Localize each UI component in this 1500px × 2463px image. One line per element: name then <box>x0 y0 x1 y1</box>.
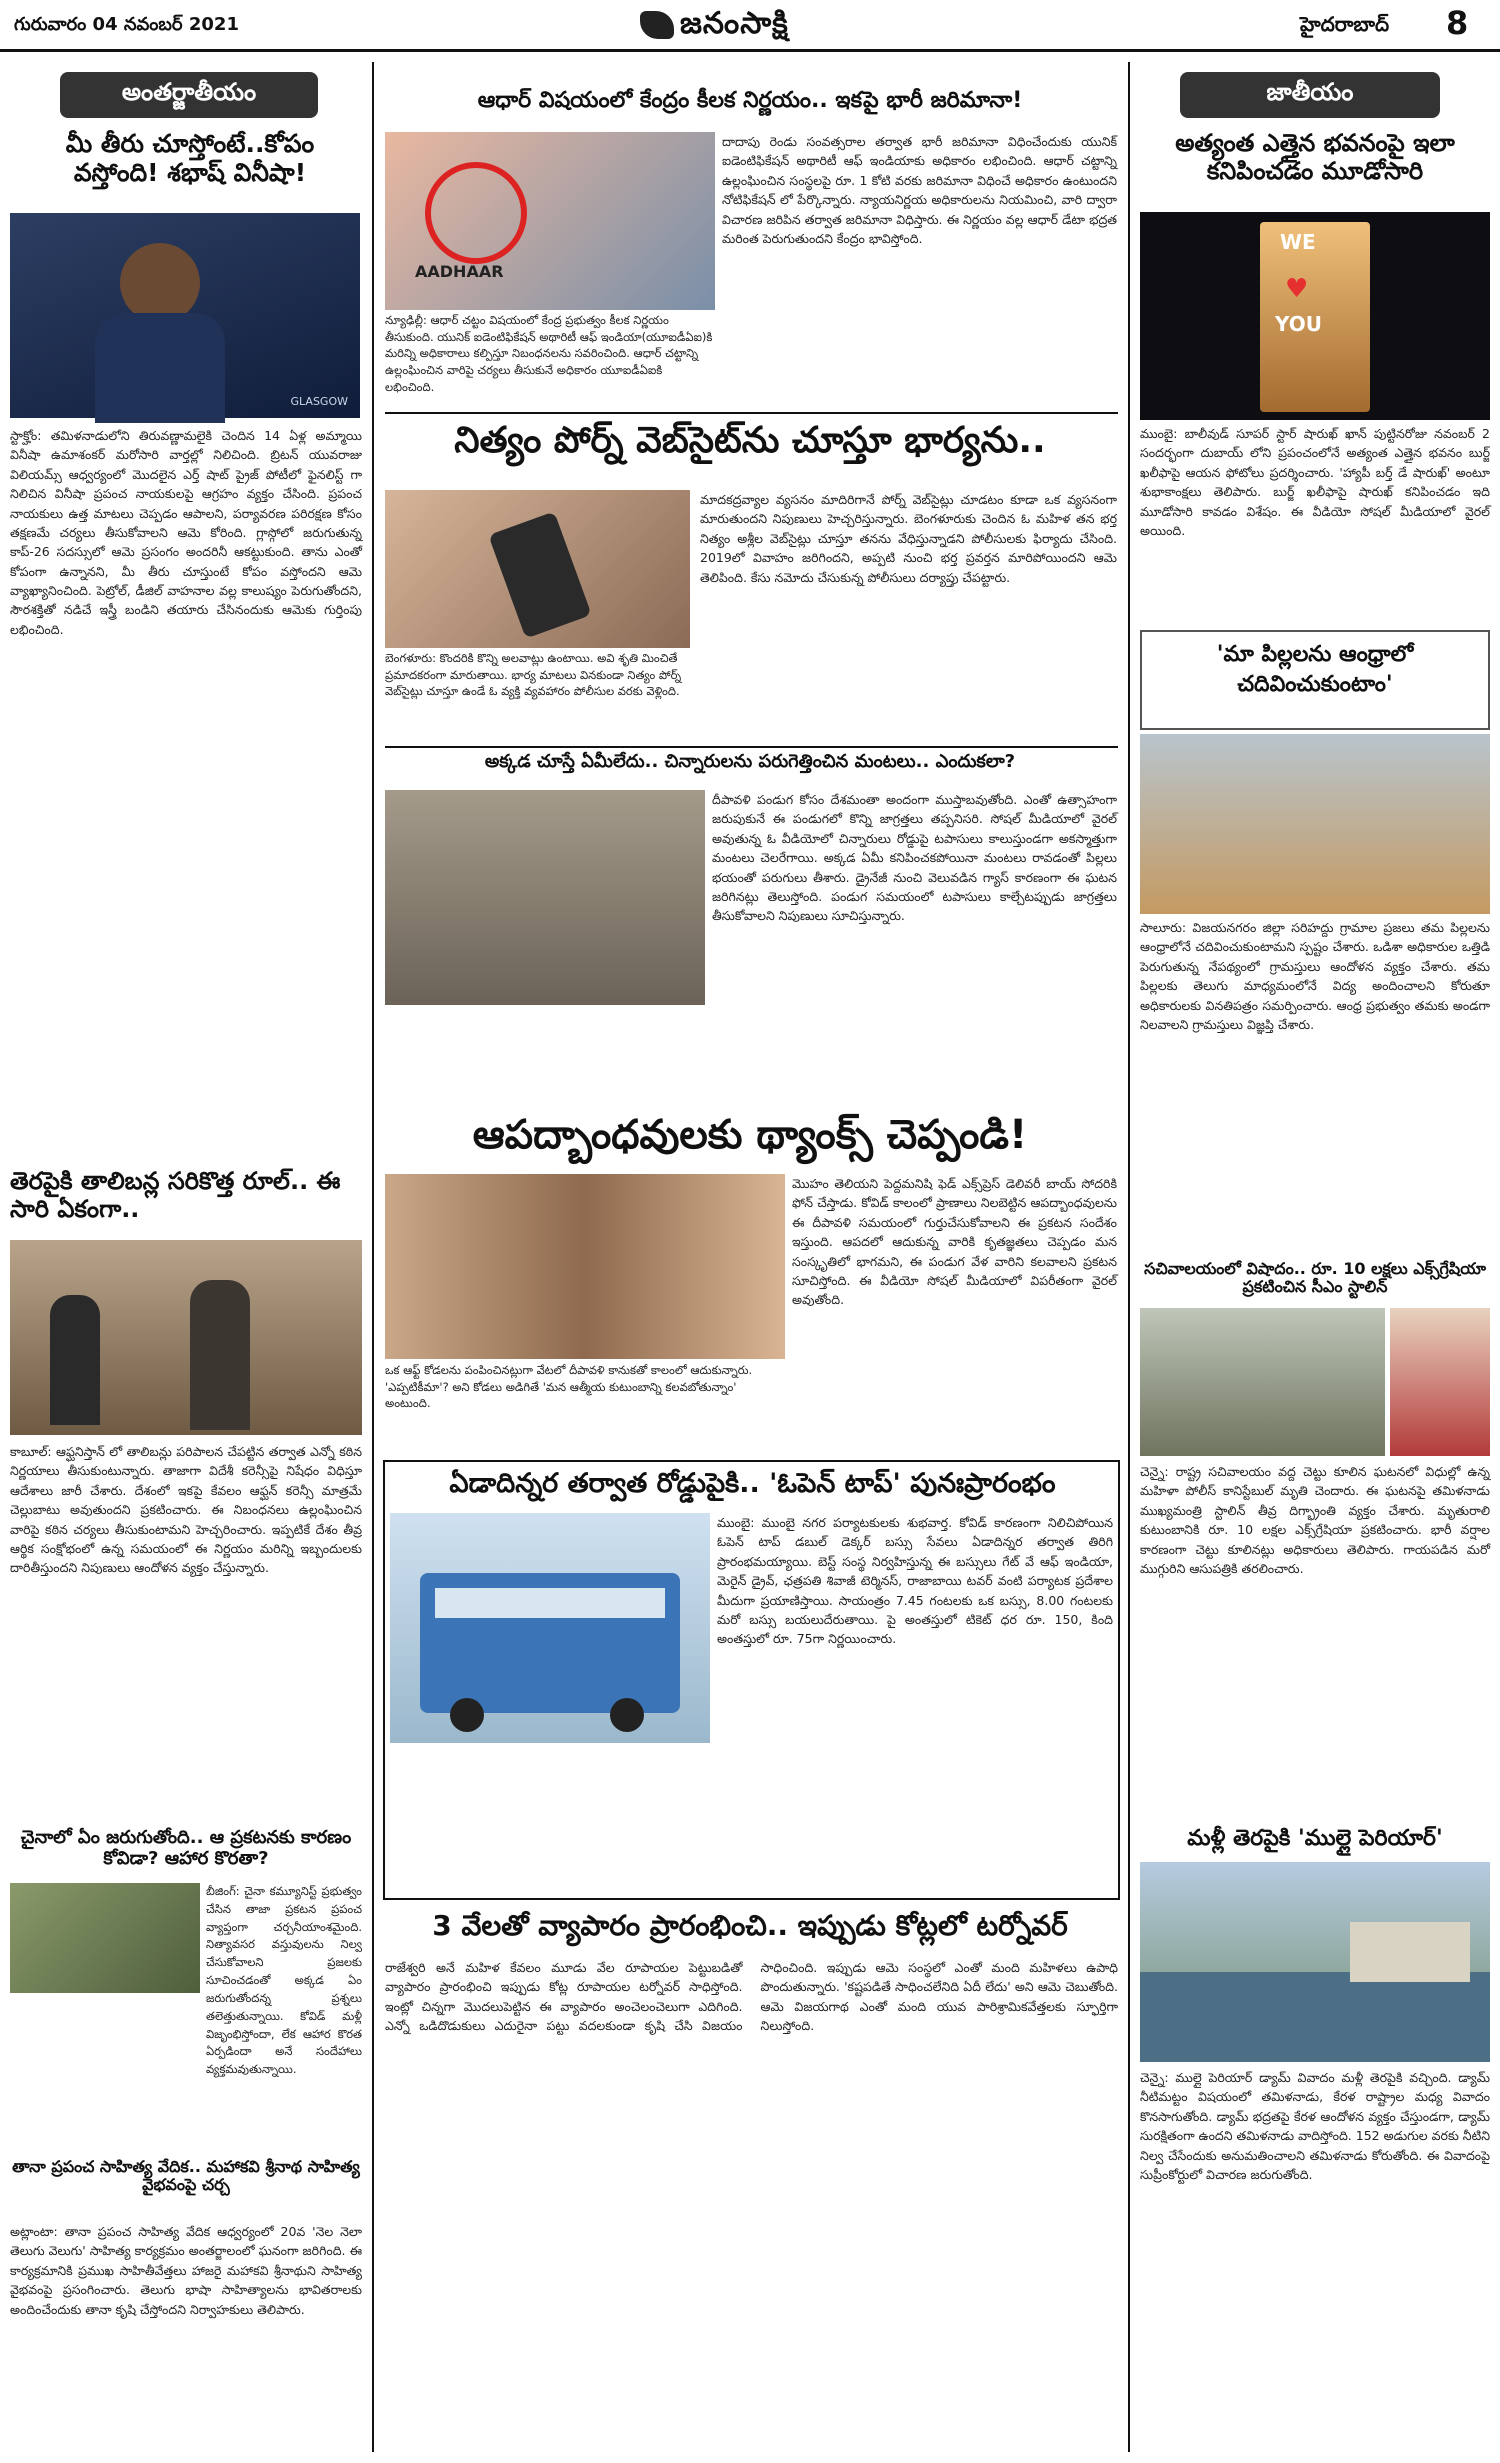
article-body-center-1: దాదాపు రెండు సంవత్సరాల తర్వాత భారీ జరిమానా విధించేందుకు యునిక్ ఐడెంటిఫికేషన్ అథారిటీ ఆఫ్ ఇండియాకు అధికారం లభించింది. ఆధార్ చట్టాన్ని ఉల్లంఘించిన సంస్థలపై రూ. 1 కోటి వరకు జరిమానా విధించే అధికారం ఉంటుందని నోటిఫికేషన్ లో పేర్కొన్నారు. న్యాయనిర్ణయ అధికారులను నియమించి, వారి ద్వారా విచారణ జరిపిన తర్వాత జరిమానా విధిస్తారు. ఈ నిర్ణయం వల్ల ఆధార్ డేటా భద్రత మరింత పెరుగుతుందని కేంద్రం భావిస్తోంది. <box>722 134 1117 246</box>
photo-villagers <box>1140 734 1490 914</box>
photo-mullai-periyar-dam <box>1140 1862 1490 2062</box>
separator-center-1 <box>385 412 1118 414</box>
paper-logo <box>640 6 789 48</box>
article-body-right-3: చెన్నై: రాష్ట్ర సచివాలయం వద్ద చెట్టు కూలిన ఘటనలో విధుల్లో ఉన్న మహిళా పోలీస్ కానిస్టేబుల్ మృతి చెందారు. ఈ ఘటనపై తమిళనాడు ముఖ్యమంత్రి స్టాలిన్ తీవ్ర దిగ్భ్రాంతి వ్యక్తం చేశారు. మృతురాలి కుటుంబానికి రూ. 10 లక్షల ఎక్స్‌గ్రేషియా ప్రకటించారు. భారీ వర్షాల కారణంగా చెట్టు కూలినట్లు అధికారులు తెలిపారు. గాయపడిన మరో ముగ్గురిని ఆసుపత్రికి తరలించారు. <box>1140 1464 1490 1576</box>
issue-date: గురువారం 04 నవంబర్ 2021 <box>14 14 239 35</box>
article-body-left-4: అట్లాంటా: తానా ప్రపంచ సాహిత్య వేదిక ఆధ్వర్యంలో 20వ 'నెల నెలా తెలుగు వెలుగు' సాహిత్య కార్యక్రమం అంతర్జాలంలో ఘనంగా జరిగింది. ఈ కార్యక్రమానికి ప్రముఖ సాహితీవేత్తలు హాజరై మహాకవి శ్రీనాథుని సాహిత్య వైభవంపై ప్రసంగించారు. తెలుగు భాషా సాహిత్యాలను భావితరాలకు అందించేందుకు తానా కృషి చేస్తోందని నిర్వాహకులు తెలిపారు. <box>10 2224 362 2317</box>
article-body-left-3: బీజింగ్: చైనా కమ్యూనిస్ట్ ప్రభుత్వం చేసిన తాజా ప్రకటన ప్రపంచ వ్యాప్తంగా చర్చనీయాంశమైంది. నిత్యావసర వస్తువులను నిల్వ చేసుకోవాలని ప్రజలకు సూచించడంతో అక్కడ ఏం జరుగుతోందన్న ప్రశ్నలు తలెత్తుతున్నాయి. కోవిడ్ మళ్లీ విజృంభిస్తోందా, లేక ఆహార కొరత ఏర్పడిందా అనే సందేహాలు వ్యక్తమవుతున్నాయి. <box>206 1884 362 2077</box>
article-body-center-3: దీపావళి పండుగ కోసం దేశమంతా అందంగా ముస్తాబవుతోంది. ఎంతో ఉత్సాహంగా జరుపుకునే ఈ పండుగలో కొన్ని జాగ్రత్తలు తప్పనిసరి. సోషల్ మీడియాలో వైరల్ అవుతున్న ఓ వీడియోలో చిన్నారులు రోడ్డుపై టపాసులు కాలుస్తుండగా అకస్మాత్తుగా మంటలు చెలరేగాయి. అక్కడ ఏమీ కనిపించకపోయినా మంటలు రావడంతో పిల్లలు భయంతో పరుగులు తీశారు. డ్రైనేజీ నుంచి వెలువడిన గ్యాస్ కారణంగా ఈ ఘటన జరిగినట్లు తెలుస్తోంది. పండుగ సమయంలో టపాసులు కాల్చేటప్పుడు జాగ్రత్తలు తీసుకోవాలని నిపుణులు సూచిస్తున్నారు. <box>712 792 1117 924</box>
logo-mark-icon <box>640 11 674 39</box>
edition-city: హైదరాబాద్ <box>1300 12 1390 36</box>
headline-left-3[interactable]: చైనాలో ఏం జరుగుతోంది.. ఆ ప్రకటనకు కారణం కోవిడా? ఆహార కొరతా? <box>20 1827 352 1869</box>
headline-center-5[interactable]: ఏడాదిన్నర తర్వాత రోడ్డుపైకి.. 'ఓపెన్ టాప్' పునఃప్రారంభం <box>449 1468 1056 1499</box>
photo-label-aadhaar: AADHAAR <box>415 262 504 281</box>
photo-caption-center-2: బెంగళూరు: కొందరికి కొన్ని అలవాట్లు ఉంటాయి. అవి శృతి మించితే ప్రమాదకరంగా మారుతాయి. భార్య మాటలు వినకుండా నిత్యం పోర్న్ వెబ్‌సైట్లు చూస్తూ ఉండే ఓ వ్యక్తి వ్యవహారం పోలీసుల వరకు వెళ్లింది. <box>385 651 682 699</box>
headline-right-3[interactable]: సచివాలయంలో విషాదం.. రూ. 10 లక్షలు ఎక్స్‌గ్రేషియా ప్రకటించిన సీఎం స్టాలిన్ <box>1144 1259 1486 1297</box>
page-number: 8 <box>1446 4 1469 42</box>
photo-burj-khalifa <box>1140 212 1490 420</box>
headline-left-4[interactable]: తానా ప్రపంచ సాహిత్య వేదిక.. మహాకవి శ్రీనాథ సాహిత్య వైభవంపై చర్చ <box>12 2157 360 2195</box>
photo-label-glasgow: GLASGOW <box>290 395 348 408</box>
headline-left-2[interactable]: తెరపైకి తాలిబన్ల సరికొత్త రూల్.. ఈ సారి ఏకంగా.. <box>10 1167 341 1223</box>
headline-center-4[interactable]: ఆపద్బాంధవులకు థ్యాంక్స్ చెప్పండి! <box>472 1112 1028 1158</box>
photo-constable <box>1390 1308 1490 1456</box>
column-divider-right <box>1128 62 1130 2452</box>
headline-left-1[interactable]: మీ తీరు చూస్తోంటే..కోపం వస్తోంది! శభాష్ వినీషా! <box>65 129 315 187</box>
article-body-center-6: రాజేశ్వరి అనే మహిళ కేవలం మూడు వేల రూపాయల పెట్టుబడితో వ్యాపారం ప్రారంభించి ఇప్పుడు కోట్ల రూపాయల టర్నోవర్ సాధిస్తోంది. ఇంట్లో చిన్నగా మొదలుపెట్టిన ఈ వ్యాపారం అంచెలంచెలుగా ఎదిగింది. ఎన్నో ఒడిదొడుకులు ఎదురైనా పట్టు వదలకుండా కృషి చేసి విజయం సాధించింది. ఇప్పుడు ఆమె సంస్థలో ఎంతో మంది మహిళలు ఉపాధి పొందుతున్నారు. 'కష్టపడితే సాధించలేనిది ఏదీ లేదు' అని ఆమె చెబుతోంది. ఆమె విజయగాథ ఎంతో మంది యువ పారిశ్రామికవేత్తలకు స్ఫూర్తిగా నిలుస్తోంది. <box>385 1960 1118 2034</box>
headline-center-1[interactable]: ఆధార్ విషయంలో కేంద్రం కీలక నిర్ణయం.. ఇకపై భారీ జరిమానా! <box>477 88 1023 113</box>
article-body-left-2: కాబూల్: ఆఫ్ఘనిస్తాన్ లో తాలిబన్లు పరిపాలన చేపట్టిన తర్వాత ఎన్నో కఠిన నిర్ణయాలు తీసుకుంటున్నారు. తాజాగా విదేశీ కరెన్సీపై నిషేధం విధిస్తూ ఆదేశాలు జారీ చేశారు. దేశంలో ఇకపై కేవలం ఆఫ్ఘన్ కరెన్సీ మాత్రమే చెల్లుబాటు అవుతుందని ప్రకటించారు. ఈ నిబంధనలు ఉల్లంఘించిన వారిపై కఠిన చర్యలు తీసుకుంటామని హెచ్చరించారు. ఇప్పటికే దేశం తీవ్ర ఆర్థిక సంక్షోభంలో ఉన్న సమయంలో ఈ నిర్ణయం మరిన్ని ఇబ్బందులకు దారితీస్తుందని నిపుణులు ఆందోళన వ్యక్తం చేస్తున్నారు. <box>10 1444 362 1576</box>
separator-center-2 <box>385 746 1118 748</box>
section-label-international: అంతర్జాతీయం <box>60 72 318 118</box>
photo-label-you: YOU <box>1275 312 1323 336</box>
photo-thanks-ad <box>385 1174 785 1359</box>
article-body-right-4: చెన్నై: ముల్లై పెరియార్ డ్యామ్ వివాదం మళ్లీ తెరపైకి వచ్చింది. డ్యామ్ నీటిమట్టం విషయంలో తమిళనాడు, కేరళ రాష్ట్రాల మధ్య వివాదం కొనసాగుతోంది. డ్యామ్ భద్రతపై కేరళ ఆందోళన వ్యక్తం చేస్తుండగా, డ్యామ్ సురక్షితంగా ఉందని తమిళనాడు వాదిస్తోంది. 152 అడుగుల వరకు నీటిని నిల్వ చేసేందుకు అనుమతించాలని తమిళనాడు కోరుతోంది. ఈ వివాదంపై సుప్రీంకోర్టులో విచారణ జరుగుతోంది. <box>1140 2070 1490 2182</box>
section-label-national: జాతీయం <box>1180 72 1440 118</box>
headline-right-2[interactable]: 'మా పిల్లలను ఆంధ్రాలో చదివించుకుంటాం' <box>1140 630 1490 730</box>
photo-open-top-bus <box>390 1513 710 1743</box>
photo-china-market <box>10 1883 200 1993</box>
article-body-center-5: ముంబై: ముంబై నగర పర్యాటకులకు శుభవార్త. కోవిడ్ కారణంగా నిలిచిపోయిన ఓపెన్ టాప్ డబుల్ డెక్కర్ బస్సు సేవలు ఏడాదిన్నర తర్వాత తిరిగి ప్రారంభమయ్యాయి. బెస్ట్ సంస్థ నిర్వహిస్తున్న ఈ బస్సులు గేట్ వే ఆఫ్ ఇండియా, మెరైన్ డ్రైవ్, ఛత్రపతి శివాజీ టెర్మినస్, రాజాబాయి టవర్ వంటి పర్యాటక ప్రదేశాల మీదుగా ప్రయాణిస్తాయి. సాయంత్రం 7.45 గంటలకు ఒక బస్సు, 8.00 గంటలకు మరో బస్సు బయలుదేరుతాయి. పై అంతస్తులో టికెట్ ధర రూ. 150, కింది అంతస్తులో రూ. 75గా నిర్ణయించారు. <box>717 1515 1113 1647</box>
headline-right-4[interactable]: మళ్లీ తెరపైకి 'ముల్లై పెరియార్' <box>1187 1826 1443 1851</box>
photo-caption-center-1: న్యూఢిల్లీ: ఆధార్ చట్టం విషయంలో కేంద్ర ప్రభుత్వం కీలక నిర్ణయం తీసుకుంది. యునిక్ ఐడెంటిఫికేషన్ అథారిటీ ఆఫ్ ఇండియా(యూఐడీఏఐ)కి మరిన్ని అధికారాలు కల్పిస్తూ నిబంధనలను సవరించింది. ఆధార్ చట్టాన్ని ఉల్లంఘించిన వారిపై చర్యలు తీసుకునే అధికారం యూఐడీఏఐకి లభించింది. <box>385 313 713 394</box>
paper-name: జనంసాక్షి <box>680 6 789 41</box>
headline-center-2[interactable]: నిత్యం పోర్న్ వెబ్‌సైట్‌ను చూస్తూ భార్యను.. <box>454 420 1046 461</box>
photo-fire-street <box>385 790 705 1005</box>
photo-caption-center-4: ఒక ఆఫ్ట్ కోడలను పంపించినట్లుగా వేటలో దీపావళి కానుకతో కాలంలో ఆదుకున్నారు. 'ఎప్పటికీమా'? అని కోడలు అడిగితే 'మన ఆత్మీయ కుటుంబాన్ని కలవబోతున్నాం' అంటుంది. <box>385 1363 753 1411</box>
headline-center-3[interactable]: అక్కడ చూస్తే ఏమీలేదు.. చిన్నారులను పరుగెత్తించిన మంటలు.. ఎందుకలా? <box>484 751 1016 772</box>
heart-icon: ♥ <box>1285 274 1309 304</box>
photo-phone <box>385 490 690 648</box>
headline-right-1[interactable]: అత్యంత ఎత్తైన భవనంపై ఇలా కనిపించడం మూడోసారి <box>1175 129 1455 185</box>
photo-aadhaar <box>385 132 715 310</box>
article-body-left-1: స్టాక్హోం: తమిళనాడులోని తిరువణ్ణామలైకి చెందిన 14 ఏళ్ల అమ్మాయి వినీషా ఉమాశంకర్ మరోసారి వార్తల్లో నిలిచింది. బ్రిటన్ యువరాజు విలియమ్స్ ఆధ్వర్యంలో మొదలైన ఎర్త్ షాట్ ప్రైజ్ పోటీలో ఫైనలిస్ట్ గా నిలిచిన వినీషా ప్రపంచ నాయకులపై ఆగ్రహం వ్యక్తం చేసింది. ప్రపంచ నాయకులు ఉత్త మాటలు చెప్పడం ఆపాలని, పర్యావరణ పరిరక్షణ కోసం తక్షణమే చర్యలు తీసుకోవాలని ఆమె కోరింది. గ్లాస్గోలో జరుగుతున్న కాప్-26 సదస్సులో ఆమె ప్రసంగం అందరినీ ఆకట్టుకుంది. తాను ఎంతో కోపంగా ఉన్నానని, మీ తీరు చూస్తుంటే కోపం వస్తోందని ఆమె వ్యాఖ్యానించింది. పెట్రోల్, డీజిల్ వాహనాల వల్ల కాలుష్యం పెరుగుతోందని, సౌరశక్తితో నడిచే ఇస్త్రీ బండిని తయారు చేసినందుకు ఆమెకు గుర్తింపు లభించింది. <box>10 428 362 637</box>
article-body-right-2: సాలూరు: విజయనగరం జిల్లా సరిహద్దు గ్రామాల ప్రజలు తమ పిల్లలను ఆంధ్రాలోనే చదివించుకుంటామని స్పష్టం చేశారు. ఒడిశా అధికారుల ఒత్తిడి పెరుగుతున్న నేపథ్యంలో గ్రామస్తులు ఆందోళన వ్యక్తం చేశారు. తమ పిల్లలకు తెలుగు మాధ్యమంలోనే విద్య అందించాలని కోరుతూ అధికారులకు వినతిపత్రం సమర్పించారు. ఆంధ్ర ప్రభుత్వం తమకు అండగా నిలవాలని గ్రామస్తులు విజ్ఞప్తి చేశారు. <box>1140 920 1490 1032</box>
article-body-right-1: ముంబై: బాలీవుడ్ సూపర్ స్టార్ షారుఖ్ ఖాన్ పుట్టినరోజు నవంబర్ 2 సందర్భంగా దుబాయ్ లోని ప్రపంచంలోనే అత్యంత ఎత్తైన భవనం బుర్జ్ ఖలీఫాపై ఆయన ఫోటోలు ప్రదర్శించారు. 'హ్యాపీ బర్త్ డే షారుఖ్' అంటూ శుభాకాంక్షలు తెలిపారు. బుర్జ్ ఖలీఫాపై షారుఖ్ కనిపించడం ఇది మూడోసారి కావడం విశేషం. ఈ వీడియో సోషల్ మీడియాలో వైరల్ అయింది. <box>1140 426 1490 538</box>
photo-speaker <box>10 213 360 418</box>
photo-label-we: WE <box>1280 230 1316 254</box>
photo-fallen-tree <box>1140 1308 1385 1456</box>
article-body-center-2: మాదకద్రవ్యాల వ్యసనం మాదిరిగానే పోర్న్ వెబ్‌సైట్లు చూడటం కూడా ఒక వ్యసనంగా మారుతుందని నిపుణులు హెచ్చరిస్తున్నారు. బెంగళూరుకు చెందిన ఓ మహిళ తన భర్త నిత్యం అశ్లీల వెబ్‌సైట్లు చూస్తూ తనను వేధిస్తున్నాడని పోలీసులకు ఫిర్యాదు చేసింది. 2019లో వివాహం జరిగిందని, అప్పటి నుంచి భర్త ప్రవర్తన మారిపోయిందని ఆమె తెలిపింది. కేసు నమోదు చేసుకున్న పోలీసులు దర్యాప్తు చేపట్టారు. <box>700 492 1117 585</box>
headline-center-6[interactable]: 3 వేలతో వ్యాపారం ప్రారంభించి.. ఇప్పుడు కోట్లలో టర్నోవర్ <box>432 1909 1068 1942</box>
photo-taliban <box>10 1240 362 1435</box>
article-body-center-4: మొహం తెలియని పెద్దమనిషి ఫెడ్ ఎక్స్‌ప్రెస్ డెలివరీ బాయ్ సోదరికి ఫోన్ చేస్తాడు. కోవిడ్ కాలంలో ప్రాణాలు నిలబెట్టిన ఆపద్బాంధవులను ఈ దీపావళి సమయంలో గుర్తుచేసుకోవాలని ఈ ప్రకటన సందేశం ఇస్తుంది. ఆపదలో ఆదుకున్న వారికి కృతజ్ఞతలు చెప్పడం మన సంస్కృతిలో భాగమని, ఈ పండుగ వేళ వారిని కలవాలని ప్రకటన సూచిస్తోంది. ఈ వీడియో సోషల్ మీడియాలో విపరీతంగా వైరల్ అవుతోంది. <box>792 1176 1117 1308</box>
column-divider-left <box>372 62 374 2452</box>
